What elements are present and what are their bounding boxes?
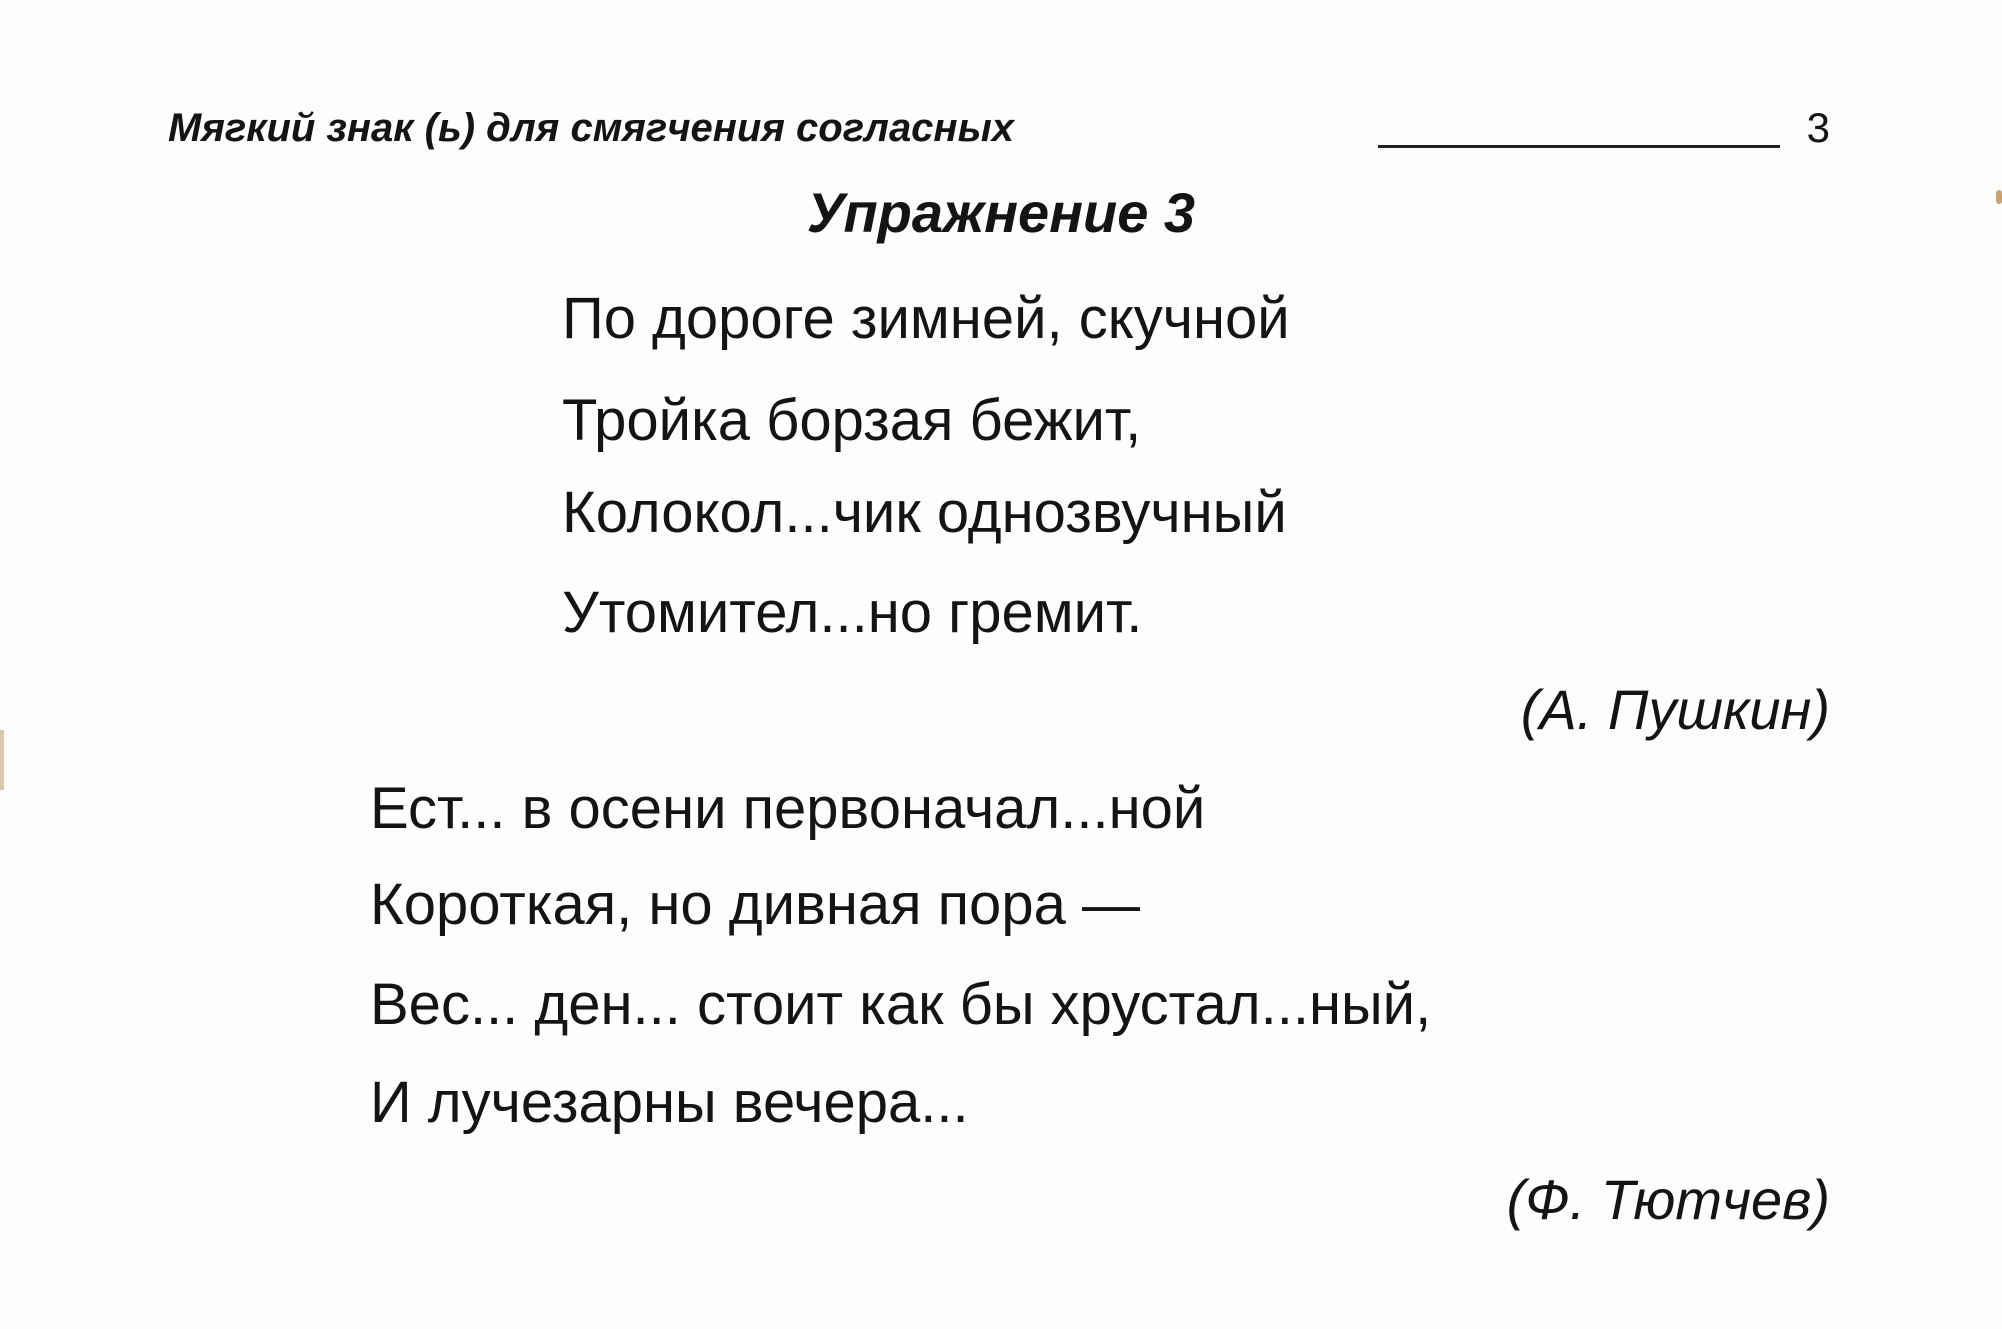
poem-author: (А. Пушкин)	[1520, 678, 1830, 741]
poem-line: Утомител...но гремит.	[562, 580, 1143, 645]
poem-author: (Ф. Тютчев)	[1506, 1168, 1830, 1231]
poem-line: Ест... в осени первоначал...ной	[370, 776, 1206, 841]
header-rule	[1378, 145, 1780, 148]
poem-line: Тройка борзая бежит,	[562, 388, 1142, 453]
page-number: 3	[1806, 104, 1830, 151]
poem-line: И лучезарны вечера...	[370, 1070, 969, 1135]
exercise-title: Упражнение 3	[806, 181, 1196, 244]
section-title: Мягкий знак (ь) для смягчения согласных	[168, 106, 1014, 150]
poem-line: По дороге зимней, скучной	[562, 286, 1290, 351]
poem-line: Вес... ден... стоит как бы хрустал...ный,	[370, 972, 1432, 1037]
poem-line: Колокол...чик однозвучный	[562, 480, 1287, 545]
poem-line: Короткая, но дивная пора —	[370, 872, 1140, 937]
page-edge-mark	[0, 730, 4, 790]
page-header	[168, 98, 1830, 158]
